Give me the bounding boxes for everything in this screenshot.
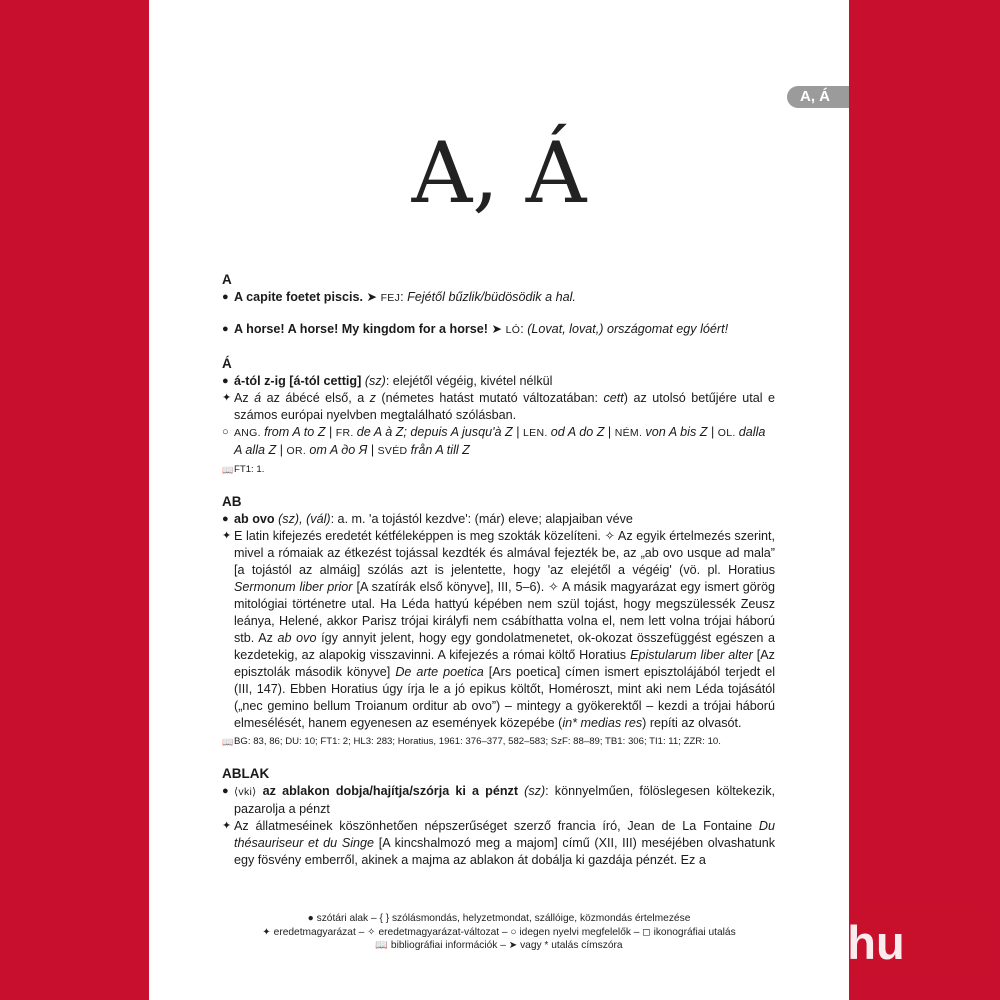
legend-line: 📖 bibliográfiai információk – ➤ vagy * utalás címszóra — [375, 940, 623, 951]
origin-star-icon: ✦ — [222, 820, 232, 832]
bibliography — [222, 463, 775, 477]
text: z — [369, 391, 376, 405]
foreign-equivalent: de A à Z; depuis A jusqu'à Z — [356, 425, 513, 439]
text: á — [254, 391, 262, 405]
separator: | — [707, 425, 718, 439]
text: Az — [234, 391, 255, 405]
left-red-margin — [0, 0, 149, 1000]
separator: | — [367, 443, 378, 457]
text: E latin kifejezés eredetét kétféleképpen is meg szokták közelíteni. ✧ Az egyik értelmezés szerint, mivel a rómaiak az étkezést tojással kezdték és almával fejezték be, az „ab ovo usque ad mala” [a tojástól az almáig] szólás azt is jelentette, hogy 'az elejétől a végéig' (vö. pl. Horatius — [234, 529, 775, 577]
meaning: Fejétől bűzlik/büdösödik a hal. — [407, 290, 576, 304]
headphrase: á-tól z-ig [á-tól cettig] — [234, 374, 362, 388]
right-red-margin — [849, 0, 1000, 1000]
separator: : — [520, 322, 524, 336]
thumb-index-tab: A, Á — [787, 86, 849, 108]
bullet-icon: ● — [222, 323, 229, 335]
entry-head-a: A — [222, 272, 232, 287]
text: (németes hatást mutató változatában: — [375, 391, 604, 405]
foreign-circle-icon: ○ — [222, 426, 229, 438]
origin-star-icon: ✦ — [222, 530, 232, 542]
headphrase: A capite foetet piscis. — [234, 290, 364, 304]
headphrase: A horse! A horse! My kingdom for a horse! — [234, 322, 489, 336]
section-title: A, Á — [411, 124, 587, 222]
bullet-icon: ● — [222, 785, 229, 797]
language-label: SVÉD — [377, 445, 411, 457]
subject-marker: ⟨vki⟩ — [234, 786, 257, 798]
separator: | — [512, 425, 523, 439]
cross-ref-arrow-icon: ➤ — [491, 322, 503, 336]
definition: : könnyelműen, fölöslegesen költekezik, pazarolja a pénzt — [234, 784, 775, 816]
text: így annyit jelent, hogy egy gondolatmenetet, ok-okozat összefüggést egészen a kezdetekig, az alapokig visszavinni. A kifejezés a római költő Horatius — [234, 631, 775, 662]
entry-line — [222, 783, 775, 818]
entry-head-ab: AB — [222, 494, 242, 509]
tinta-logo: tinta.hu — [735, 916, 905, 969]
foreign-equivalent: om A дo Я — [309, 443, 368, 457]
entry-line — [222, 289, 775, 307]
text: az ábécé első, a — [261, 391, 370, 405]
bullet-icon: ● — [222, 291, 229, 303]
definition: : a. m. 'a tojástól kezdve': (már) eleve; alapjaiban véve — [330, 512, 633, 526]
bullet-icon: ● — [222, 375, 229, 387]
bibliography-text: BG: 83, 86; DU: 10; FT1: 2; HL3: 283; Horatius, 1961: 376–377, 582–583; SzF: 88–89; TB1: 306; TI1: 11; ZZR: 10. — [234, 736, 721, 747]
text: cett — [603, 391, 624, 405]
text: De arte poetica — [395, 665, 484, 679]
text: ) az utolsó betűjére utal e számos európai nyelvben megtalálható szólásban. — [234, 391, 775, 422]
meaning: (Lovat, lovat,) országomat egy lóért! — [527, 322, 729, 336]
legend-line: ● szótári alak – { } szólásmondás, helyzetmondat, szállóige, közmondás értelmezése — [307, 913, 691, 924]
language-label: ANG. — [234, 427, 265, 439]
language-label: OR. — [286, 445, 310, 457]
usage-tag: (sz) — [524, 784, 546, 798]
foreign-equivalents — [222, 424, 775, 460]
text: [A kincshalmozó meg a majom] című (XII, III) meséjében olvashatunk egy fösvény emberről, akinek a majma az ablakon át dobálja ki gazdája pénzét. Ez a — [234, 836, 775, 867]
separator: : — [400, 290, 404, 304]
text: Epistularum liber alter — [630, 648, 753, 662]
separator: | — [604, 425, 615, 439]
origin-paragraph — [222, 390, 775, 424]
language-label: LEN. — [523, 427, 551, 439]
text: Du thésauriseur et du Singe — [234, 819, 775, 850]
book-icon: 📖 — [222, 737, 234, 747]
headphrase: az ablakon dobja/hajítja/szórja ki a pénzt — [262, 784, 519, 798]
legend-line: ✦ eredetmagyarázat – ✧ eredetmagyarázat-változat – ○ idegen nyelvi megfelelők – ◻ ikonográfiai utalás — [262, 926, 736, 938]
text: in* medias res — [562, 716, 643, 730]
separator: | — [276, 443, 287, 457]
entry-line — [222, 373, 775, 390]
entry-head-ablak: ABLAK — [222, 766, 270, 781]
definition: : elejétől végéig, kivétel nélkül — [385, 374, 553, 388]
foreign-equivalent: von A bis Z — [645, 425, 708, 439]
separator: | — [325, 425, 336, 439]
usage-tag: (sz) — [364, 374, 386, 388]
cross-ref-keyword: FEJ — [380, 292, 401, 304]
bibliography-text: FT1: 1. — [234, 464, 265, 475]
bibliography — [222, 735, 775, 749]
usage-tag: (sz), (vál) — [278, 512, 331, 526]
origin-paragraph — [222, 818, 775, 869]
cross-ref-arrow-icon: ➤ — [366, 290, 378, 304]
text: [Ars poetica] címen ismert episztolájából terjedt el (III, 147). Ebben Horatius úgy írja le a jó epikus költőt, Homéroszt, mint aki nem Léda tojásától („nec gemino bellum Troianum orditur ab ovo”) – mintegy a gyökerektől – kezdi a trójai háború elmesélését, hanem egyenesen az események közepébe ( — [234, 665, 776, 730]
foreign-equivalent: dalla A alla Z — [234, 425, 766, 457]
text: [Az episztolák második könyve] — [234, 648, 775, 679]
text: [A szatírák első könyve], III, 5–6). ✧ A másik magyarázat egy ismert görög mitológiai történetre utal. Ha Léda hattyú képében nem szül tojást, hogy megszülessék Zeusz leánya, Helené, akkor Parisz trójai királyfi nem csábíthatta volna el, nem lett volna trójai háború stb. Az — [234, 580, 775, 645]
origin-paragraph — [222, 528, 775, 732]
foreign-equivalent: od A do Z — [550, 425, 605, 439]
cross-ref-keyword: LÓ — [505, 324, 521, 336]
entry-head-aa: Á — [222, 356, 232, 371]
text: Az állatmeséinek köszönhetően népszerűséget szerző francia író, Jean de La Fontaine — [234, 819, 759, 833]
bullet-icon: ● — [222, 513, 229, 525]
language-label: FR. — [335, 427, 357, 439]
text: ) repíti az olvasót. — [642, 716, 742, 730]
dictionary-content — [222, 271, 775, 869]
foreign-equivalent: från A till Z — [410, 443, 470, 457]
origin-star-icon: ✦ — [222, 392, 232, 404]
entry-line — [222, 511, 775, 528]
text: ab ovo — [277, 631, 317, 645]
language-label: NÉM. — [614, 427, 646, 439]
book-icon: 📖 — [222, 465, 234, 475]
headphrase: ab ovo — [234, 512, 275, 526]
foreign-equivalent: from A to Z — [264, 425, 326, 439]
text: Sermonum liber prior — [234, 580, 353, 594]
entry-line — [222, 321, 775, 339]
language-label: OL. — [717, 427, 739, 439]
